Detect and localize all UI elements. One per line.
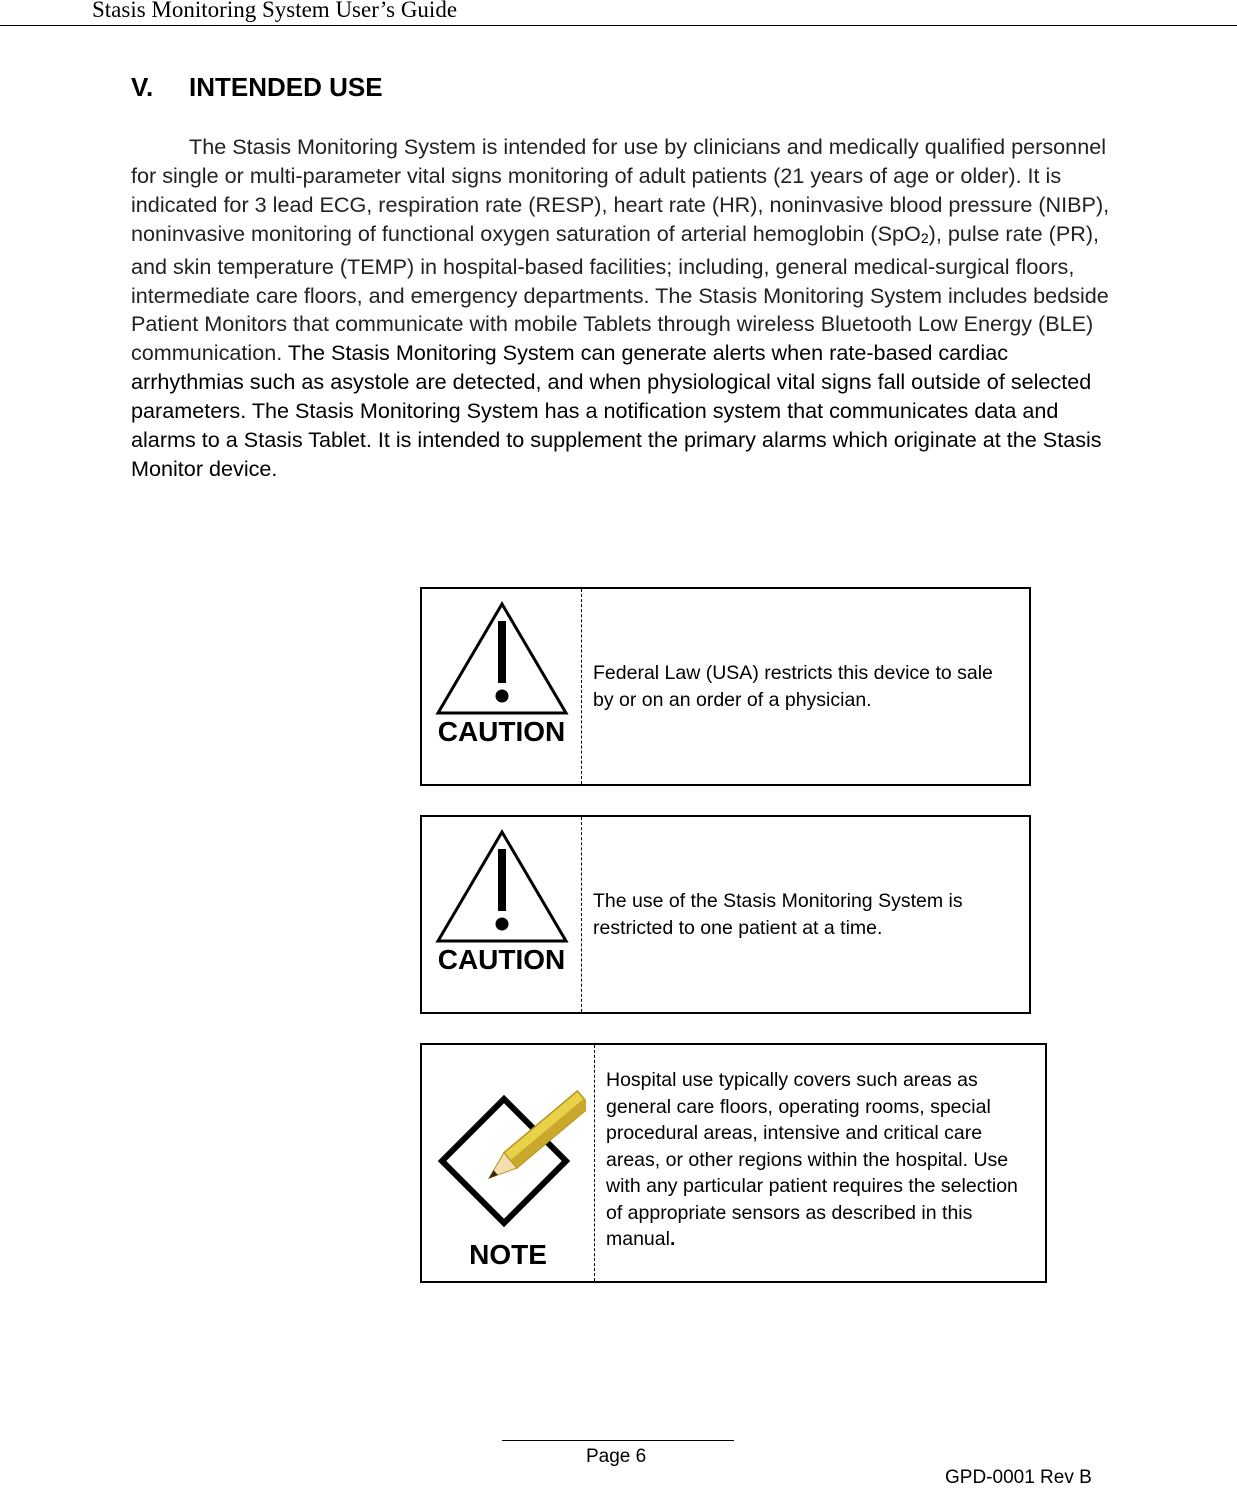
section-number: V. — [131, 72, 154, 102]
note-box-hospital-use — [420, 1043, 1047, 1283]
document-id: GPD-0001 Rev B — [945, 1467, 1092, 1488]
caution-box-one-patient — [420, 815, 1031, 1014]
section-title: INTENDED USE — [189, 72, 383, 102]
caution-box-federal-law — [420, 587, 1031, 786]
page-number: Page 6 — [586, 1446, 647, 1467]
intended-use-text-part1: The Stasis Monitoring System is intended for use by clinicians and medically qualified personnel for single or multi-parameter vital signs monitoring of adult patients (21 years of age or older). It is indicated for 3 lead ECG, respiration rate (RESP), heart rate (HR), noninvasive blood pressure (NIBP), noninvasive monitoring of functional oxygen saturation of arterial hemoglobin (SpO — [131, 134, 1110, 246]
note-text — [595, 1045, 1044, 1281]
header-rule — [0, 25, 1237, 26]
section-heading — [131, 72, 383, 102]
intended-use-paragraph — [131, 133, 1111, 484]
note-text-end: . — [669, 1228, 676, 1250]
caution-symbol — [422, 589, 582, 784]
caution-label: CAUTION — [437, 716, 566, 747]
intended-use-text-part2: ), pulse rate (PR), and skin temperature (TEMP) in hospital-based facilities; including, general medical-surgical floors, intermediate care floors, and emergency departments. The Stasis Monitoring System includes bedside Patient Monitors that communicate with mobile Tablets through wireless Bluetooth Low Energy (BLE) communication. — [131, 220, 1109, 366]
footer-rule — [502, 1440, 734, 1441]
note-label: NOTE — [469, 1239, 547, 1270]
running-header: Stasis Monitoring System User’s Guide — [92, 0, 458, 22]
spo2-subscript: 2 — [920, 229, 929, 246]
caution-triangle-icon — [432, 829, 572, 944]
caution-label: CAUTION — [437, 944, 566, 975]
caution-triangle-icon — [432, 601, 572, 716]
caution-text: Federal Law (USA) restricts this device to sale by or on an order of a physician. — [593, 662, 993, 711]
caution-text: The use of the Stasis Monitoring System is restricted to one patient at a time. — [593, 890, 963, 939]
intended-use-text-part3: The Stasis Monitoring System can generate alerts when rate-based cardiac arrhythmias such as asystole are detected, and when physiological vital signs fall outside of selected parameters. The Stasis Monitoring System has a notification system that communicates data and alarms to a Stasis Tablet. It is intended to supplement the primary alarms which originate at the Stasis Monitor device. — [131, 340, 1102, 481]
note-pencil-icon — [436, 1085, 586, 1230]
caution-symbol — [422, 817, 582, 1012]
note-symbol — [422, 1045, 595, 1281]
note-text-body: Hospital use typically covers such areas as general care floors, operating rooms, special procedural areas, intensive and critical care areas, or other regions within the hospital. Use with any particular patient requires the selection of appropriate sensors as described in this manual — [606, 1069, 1018, 1250]
